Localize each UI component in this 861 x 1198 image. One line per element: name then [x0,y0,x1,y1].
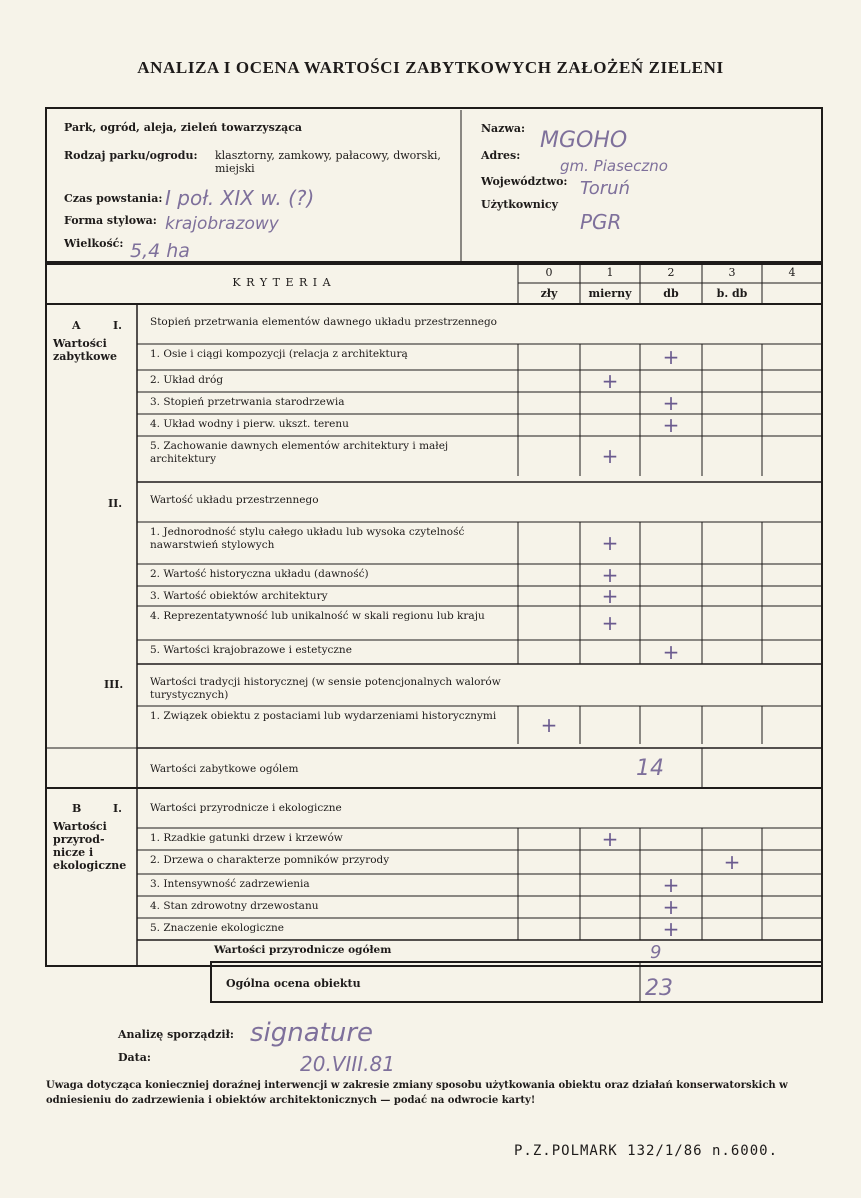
criterion-item: 2. Drzewa o charakterze pomników przyrody [150,854,390,866]
address-label: Adres: [481,149,521,162]
criterion-item: 3. Intensywność zadrzewienia [150,878,310,890]
score-col-num: 1 [606,266,614,279]
hand-address: gm. Piaseczno [560,157,668,175]
group-title: Wartości tradycji historycznej (w sensie potencjonalnych walorów turystycznych) [150,676,501,701]
section-a-name: Wartości zabytkowe [53,337,117,363]
score-mark: + [662,917,680,941]
hand-voivodeship: Toruń [580,178,631,199]
criterion-item: 4. Stan zdrowotny drzewostanu [150,900,319,912]
footer-note: Uwaga dotycząca konieczniej doraźnej interwencji w zakresie zmiany sposobu użytkowania obiektu oraz działań konserwatorskich w odniesieniu do zadrzewienia i obiektów architektonicznych — podać na odwrocie karty! [46,1080,788,1106]
score-mark: + [601,369,619,393]
hand-subtotal-a: 14 [636,756,664,781]
section-a-roman: I. [113,319,122,332]
score-col-num: 4 [788,266,796,279]
score-mark: + [662,640,680,664]
size-label: Wielkość: [64,237,124,250]
score-mark: + [601,563,619,587]
criteria-label: K R Y T E R I A [232,276,332,289]
hand-style: krajobrazowy [165,214,279,234]
score-col-label: b. db [716,287,748,300]
name-label: Nazwa: [481,122,526,135]
score-mark: + [723,850,741,874]
score-col-num: 0 [545,266,553,279]
section-a-group2-roman: II. [108,497,123,510]
criterion-item: 4. Układ wodny i pierw. ukszt. terenu [150,418,349,430]
time-label: Czas powstania: [64,192,163,205]
score-mark: + [540,713,558,737]
hand-date: 20.VIII.81 [300,1052,395,1076]
group-title: Stopień przetrwania elementów dawnego układu przestrzennego [150,316,497,328]
criterion-item: 1. Związek obiektu z postaciami lub wydarzeniami historycznymi [150,710,497,722]
hand-total: 23 [645,976,673,1001]
section-a-letter: A [72,319,81,332]
section-b-title: Wartości przyrodnicze i ekologiczne [150,802,342,814]
date-label: Data: [118,1051,151,1064]
score-mark: + [601,611,619,635]
criterion-item: 3. Stopień przetrwania starodrzewia [150,396,345,408]
type-label: Rodzaj parku/ogrodu: [64,149,198,162]
section-b-letter: B [72,802,82,815]
score-col-label: db [663,287,679,300]
criterion-item: 2. Wartość historyczna układu (dawność) [150,568,369,580]
hand-signature: signature [250,1018,374,1048]
subtotal-a-label: Wartości zabytkowe ogólem [150,763,299,775]
criterion-item: 2. Układ dróg [150,374,224,386]
score-mark: + [662,895,680,919]
section-a-group3-roman: III. [104,678,124,691]
criterion-item: 5. Zachowanie dawnych elementów architektury i małej architektury [150,440,449,465]
score-mark: + [601,827,619,851]
section-b-name: Wartości przyrod-nicze i ekologiczne [53,820,127,872]
hand-name: MGOHO [540,128,628,153]
criterion-item: 1. Osie i ciągi kompozycji (relacja z architekturą [150,348,408,360]
type-options: klasztorny, zamkowy, pałacowy, dworski, miejski [215,149,441,175]
score-mark: + [601,584,619,608]
users-label: Użytkownicy [481,198,559,211]
style-label: Forma stylowa: [64,214,157,227]
criterion-item: 4. Reprezentatywność lub unikalność w skali regionu lub kraju [150,610,485,622]
section-b-roman: I. [113,802,122,815]
criterion-item: 5. Znaczenie ekologiczne [150,922,285,934]
voivodeship-label: Województwo: [481,175,568,188]
form-title: ANALIZA I OCENA WARTOŚCI ZABYTKOWYCH ZAŁOŻEŃ ZIELENI [137,58,724,77]
prepared-label: Analizę sporządził: [118,1028,234,1041]
hand-subtotal-b: 9 [650,942,662,963]
score-col-label: zły [540,287,558,300]
score-col-num: 3 [728,266,736,279]
printer-mark: P.Z.POLMARK 132/1/86 n.6000. [514,1143,779,1159]
score-mark: + [601,444,619,468]
group-title: Wartość układu przestrzennego [150,494,319,506]
subtotal-b-label: Wartości przyrodnicze ogółem [214,944,392,956]
score-mark: + [662,873,680,897]
score-mark: + [662,345,680,369]
score-col-label: mierny [588,287,632,300]
park-label: Park, ogród, aleja, zieleń towarzysząca [64,121,303,134]
score-mark: + [662,391,680,415]
score-mark: + [662,413,680,437]
overall-label: Ogólna ocena obiektu [226,977,361,990]
criterion-item: 5. Wartości krajobrazowe i estetyczne [150,644,352,656]
score-mark: + [601,531,619,555]
score-col-num: 2 [667,266,675,279]
hand-size: 5,4 ha [130,240,190,262]
criterion-item: 1. Jednorodność stylu całego układu lub wysoka czytelność nawarstwień stylowych [150,526,465,551]
hand-time: I poł. XIX w. (?) [165,186,315,210]
criterion-item: 1. Rzadkie gatunki drzew i krzewów [150,832,343,844]
hand-users: PGR [580,210,622,234]
criterion-item: 3. Wartość obiektów architektury [150,590,328,602]
